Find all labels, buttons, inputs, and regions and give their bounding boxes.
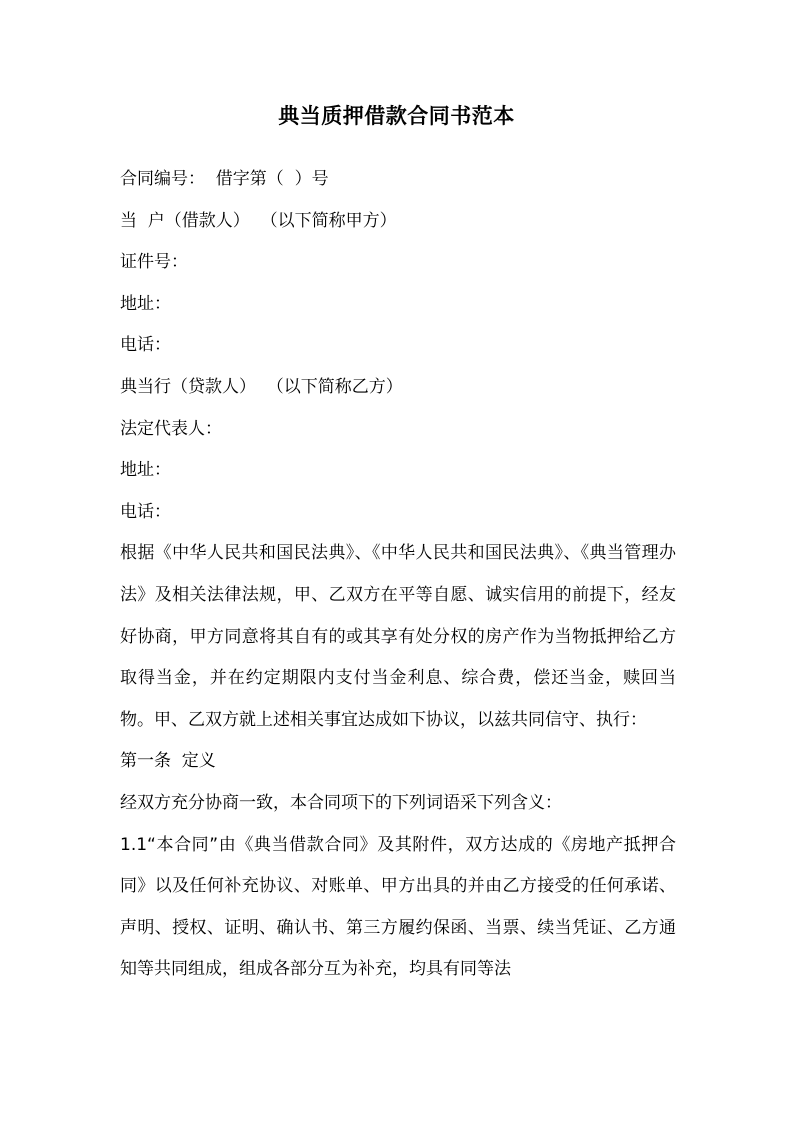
article-1-intro: 经双方充分协商一致，本合同项下的下列词语采下列含义： — [120, 792, 562, 813]
clause-1-1-paragraph: 1.1“本合同”由《典当借款合同》及其附件，双方达成的《房地产抵押合同》以及任何补充协议、对账单、甲方出具的并由乙方接受的任何承诺、声明、授权、证明、确认书、第三方履约保函、当票、续当凭证、乙方通知等共同组成，组成各部分互为补充，均具有同等法 — [120, 834, 676, 980]
party-a-phone-field: 电话： — [120, 335, 171, 356]
document-title: 典当质押借款合同书范本 — [278, 104, 515, 128]
party-a-address-field: 地址： — [120, 293, 171, 314]
contract-number-field: 合同编号： 借字第（ ）号 — [120, 169, 329, 189]
party-a-line: 当 户（借款人） （以下简称甲方） — [120, 210, 397, 231]
party-b-address-field: 地址： — [120, 460, 171, 481]
party-a-id-field: 证件号： — [120, 252, 188, 273]
party-b-phone-field: 电话： — [120, 501, 171, 522]
article-1-heading: 第一条 定义 — [120, 751, 216, 772]
party-b-line: 典当行（贷款人） （以下简称乙方） — [120, 376, 403, 397]
party-b-representative-field: 法定代表人： — [120, 418, 222, 439]
preamble-paragraph: 根据《中华人民共和国民法典》、《中华人民共和国民法典》、《典当管理办法》及相关法律法规，甲、乙双方在平等自愿、诚实信用的前提下，经友好协商，甲方同意将其自有的或其享有处分权的房产作为当物抵押给乙方取得当金，并在约定期限内支付当金利息、综合费，偿还当金，赎回当物。甲、乙双方就上述相关事宜达成如下协议，以兹共同信守、执行： — [120, 543, 676, 730]
document-body — [120, 159, 676, 991]
